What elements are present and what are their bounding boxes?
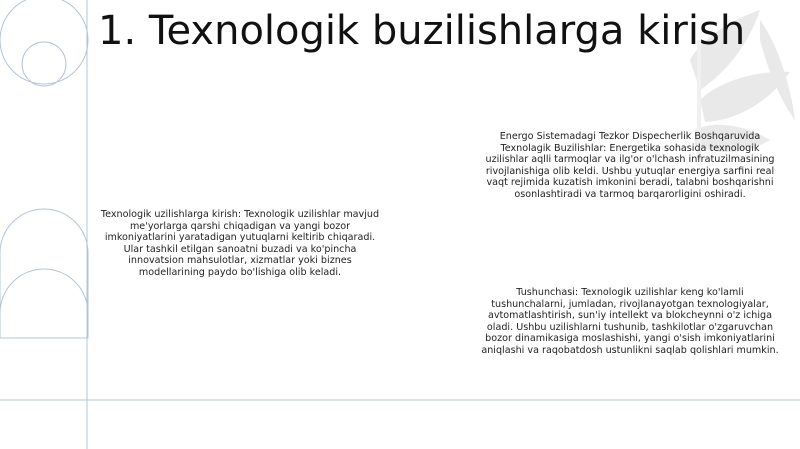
intro-text-block: Texnologik uzilishlarga kirish: Texnologik uzilishlar mavjud me'yorlarga qarshi chiqadigan va yangi bozor imkoniyatlarini yaratadigan yutuqlarni keltirib chiqaradi. Ular tashkil etilgan sanoatni buzadi va ko'pincha innovatsion mahsulotlar, xizmatlar yoki biznes modellarining paydo bo'lishiga olib keladi. xyxy=(100,209,380,278)
circle-decoration xyxy=(0,0,88,338)
energy-dispatch-text-block: Energo Sistemadagi Tezkor Dispecherlik Boshqaruvida Texnolagik Buzilishlar: Energetika sohasida texnologik uzilishlar aqlli tarmoqlar va ilg'or o'lchash infratuzilmasining rivojlanishiga olib keldi. Ushbu yutuqlar energiya sarfini real vaqt rejimida kuzatish imkonini beradi, talabni boshqarishni osonlashtiradi va tarmoq barqarorligini oshiradi. xyxy=(485,131,775,200)
slide-title: 1. Texnologik buzilishlarga kirish xyxy=(98,8,746,54)
concept-text-block: Tushunchasi: Texnologik uzilishlar keng ko'lamli tushunchalarni, jumladan, rivojlanayotgan texnologiyalar, avtomatlashtirish, sun'iy intellekt va blokcheynni o'z ichiga oladi. Ushbu uzilishlarni tushunib, tashkilotlar o'zgaruvchan bozor dinamikasiga moslashishi, yangi o'sish imkoniyatlarini aniqlashi va raqobatdosh ustunlikni saqlab qolishlari mumkin. xyxy=(481,287,779,356)
